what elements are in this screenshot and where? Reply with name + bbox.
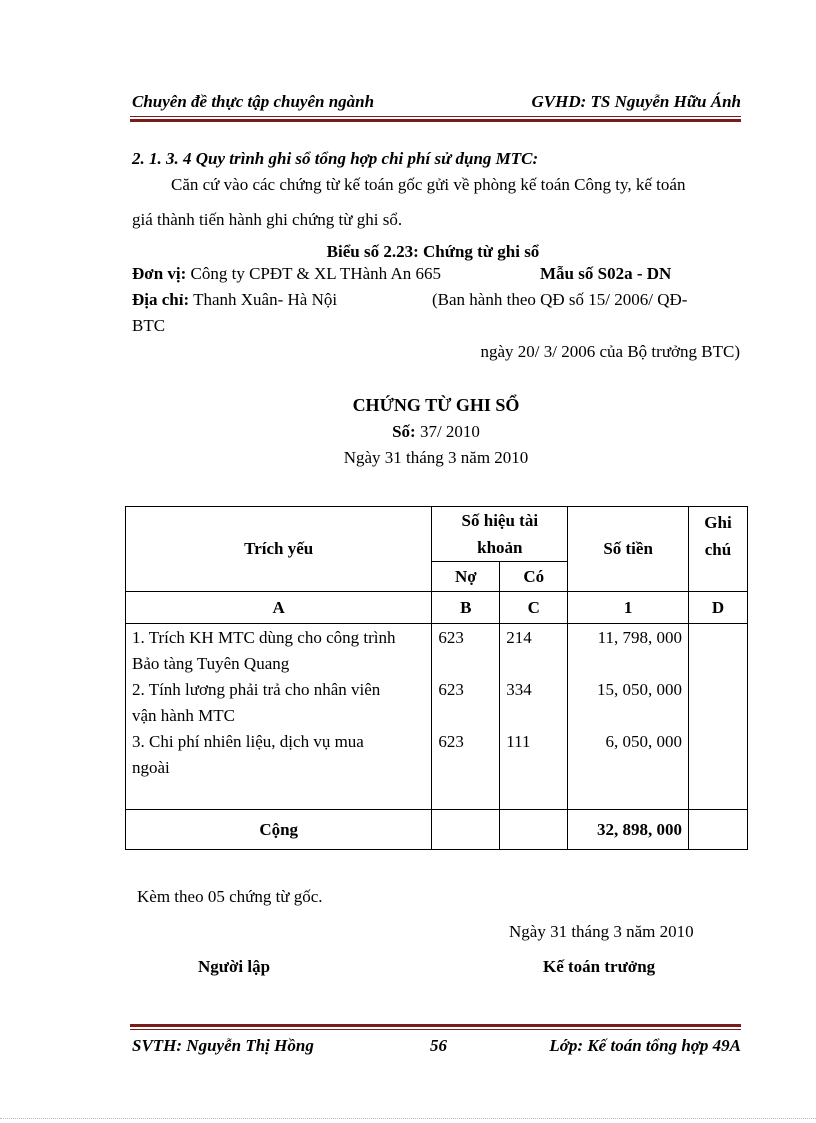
address-label: Địa chỉ: (132, 290, 190, 309)
row3-desc2: ngoài (132, 758, 170, 777)
col-desc-header: Trích yếu (126, 507, 432, 592)
figure-title: Biểu số 2.23: Chứng từ ghi sổ (326, 242, 540, 261)
row1-credit: 214 (506, 628, 532, 647)
preparer-label: Người lập (198, 957, 271, 976)
col-note-header (689, 507, 748, 592)
col-credit-header: Có (500, 562, 568, 592)
code-c: C (500, 592, 568, 624)
decree-line2: BTC (132, 316, 166, 335)
header-right: GVHD: TS Nguyễn Hữu Ánh (531, 92, 741, 111)
row3-credit: 111 (506, 732, 531, 751)
amount-cell (568, 624, 689, 810)
total-label: Cộng (126, 810, 432, 850)
header-rule-thick (130, 119, 741, 122)
note-cell (689, 624, 748, 810)
col-amount-header: Số tiền (568, 507, 689, 592)
row3-desc1: 3. Chi phí nhiên liệu, dịch vụ mua (132, 732, 364, 751)
header-left: Chuyên đề thực tập chuyên ngành (132, 92, 375, 111)
row2-desc2: vận hành MTC (132, 706, 235, 725)
debit-cell (432, 624, 500, 810)
unit-value: Công ty CPĐT & XL THành An 665 (190, 264, 441, 283)
row3-amount: 6, 050, 000 (605, 732, 683, 751)
col-account-header-l1: Số hiệu tài (461, 511, 539, 530)
col-note-header-l2: chú (704, 540, 732, 559)
total-row (126, 810, 748, 850)
footer-rule-thin (130, 1029, 741, 1030)
address-value: Thanh Xuân- Hà Nội (193, 290, 338, 309)
row1-amount: 11, 798, 000 (597, 628, 683, 647)
paragraph-line2: giá thành tiến hành ghi chứng từ ghi sổ. (132, 210, 403, 229)
voucher-number-label: Số: (392, 422, 416, 441)
col-account-header (432, 507, 568, 562)
row1-debit: 623 (438, 628, 464, 647)
unit-line (132, 264, 441, 284)
row2-credit: 334 (506, 680, 532, 699)
table-body-row (126, 624, 748, 810)
paragraph-line1: Căn cứ vào các chứng từ kế toán gốc gửi về phòng kế toán Công ty, kế toán (171, 175, 686, 194)
row3-debit: 623 (438, 732, 464, 751)
row2-debit: 623 (438, 680, 464, 699)
voucher-title: CHỨNG TỪ GHI SỔ (352, 395, 520, 415)
code-d: D (689, 592, 748, 624)
row2-amount: 15, 050, 000 (597, 680, 683, 699)
col-account-header-l2: khoản (477, 538, 523, 557)
page-bottom-dotted-line (0, 1118, 816, 1119)
row2-desc1: 2. Tính lương phải trả cho nhân viên (132, 680, 381, 699)
col-debit-header: Nợ (432, 562, 500, 592)
section-heading: 2. 1. 3. 4 Quy trình ghi sổ tổng hợp chi phí sử dụng MTC: (132, 149, 539, 168)
address-line (132, 290, 337, 310)
total-amount: 32, 898, 000 (568, 810, 689, 850)
decree-line3: ngày 20/ 3/ 2006 của Bộ trưởng BTC) (480, 342, 740, 361)
code-1: 1 (568, 592, 689, 624)
chief-accountant-label: Kế toán trưởng (543, 957, 656, 976)
credit-cell (500, 624, 568, 810)
voucher-date: Ngày 31 tháng 3 năm 2010 (343, 448, 529, 467)
header-rule-thin (130, 116, 741, 117)
form-code: Mẫu số S02a - DN (540, 264, 672, 283)
attached-note: Kèm theo 05 chứng từ gốc. (137, 887, 323, 906)
code-a: A (126, 592, 432, 624)
decree-line1: (Ban hành theo QĐ số 15/ 2006/ QĐ- (432, 290, 688, 309)
footer-class: Lớp: Kế toán tổng hợp 49A (549, 1036, 741, 1055)
code-b: B (432, 592, 500, 624)
col-note-header-l1: Ghi (704, 513, 732, 532)
footer-page-number: 56 (430, 1036, 447, 1055)
desc-cell (126, 624, 432, 810)
row1-desc1: 1. Trích KH MTC dùng cho công trình (132, 628, 396, 647)
footer-student: SVTH: Nguyễn Thị Hồng (132, 1036, 314, 1055)
unit-label: Đơn vị: (132, 264, 187, 283)
voucher-number-value: 37/ 2010 (419, 422, 480, 441)
row1-desc2: Bảo tàng Tuyên Quang (132, 654, 290, 673)
voucher-number (0, 422, 816, 442)
footer-rule-thick (130, 1024, 741, 1027)
sign-date: Ngày 31 tháng 3 năm 2010 (509, 922, 694, 941)
voucher-table (125, 506, 748, 850)
